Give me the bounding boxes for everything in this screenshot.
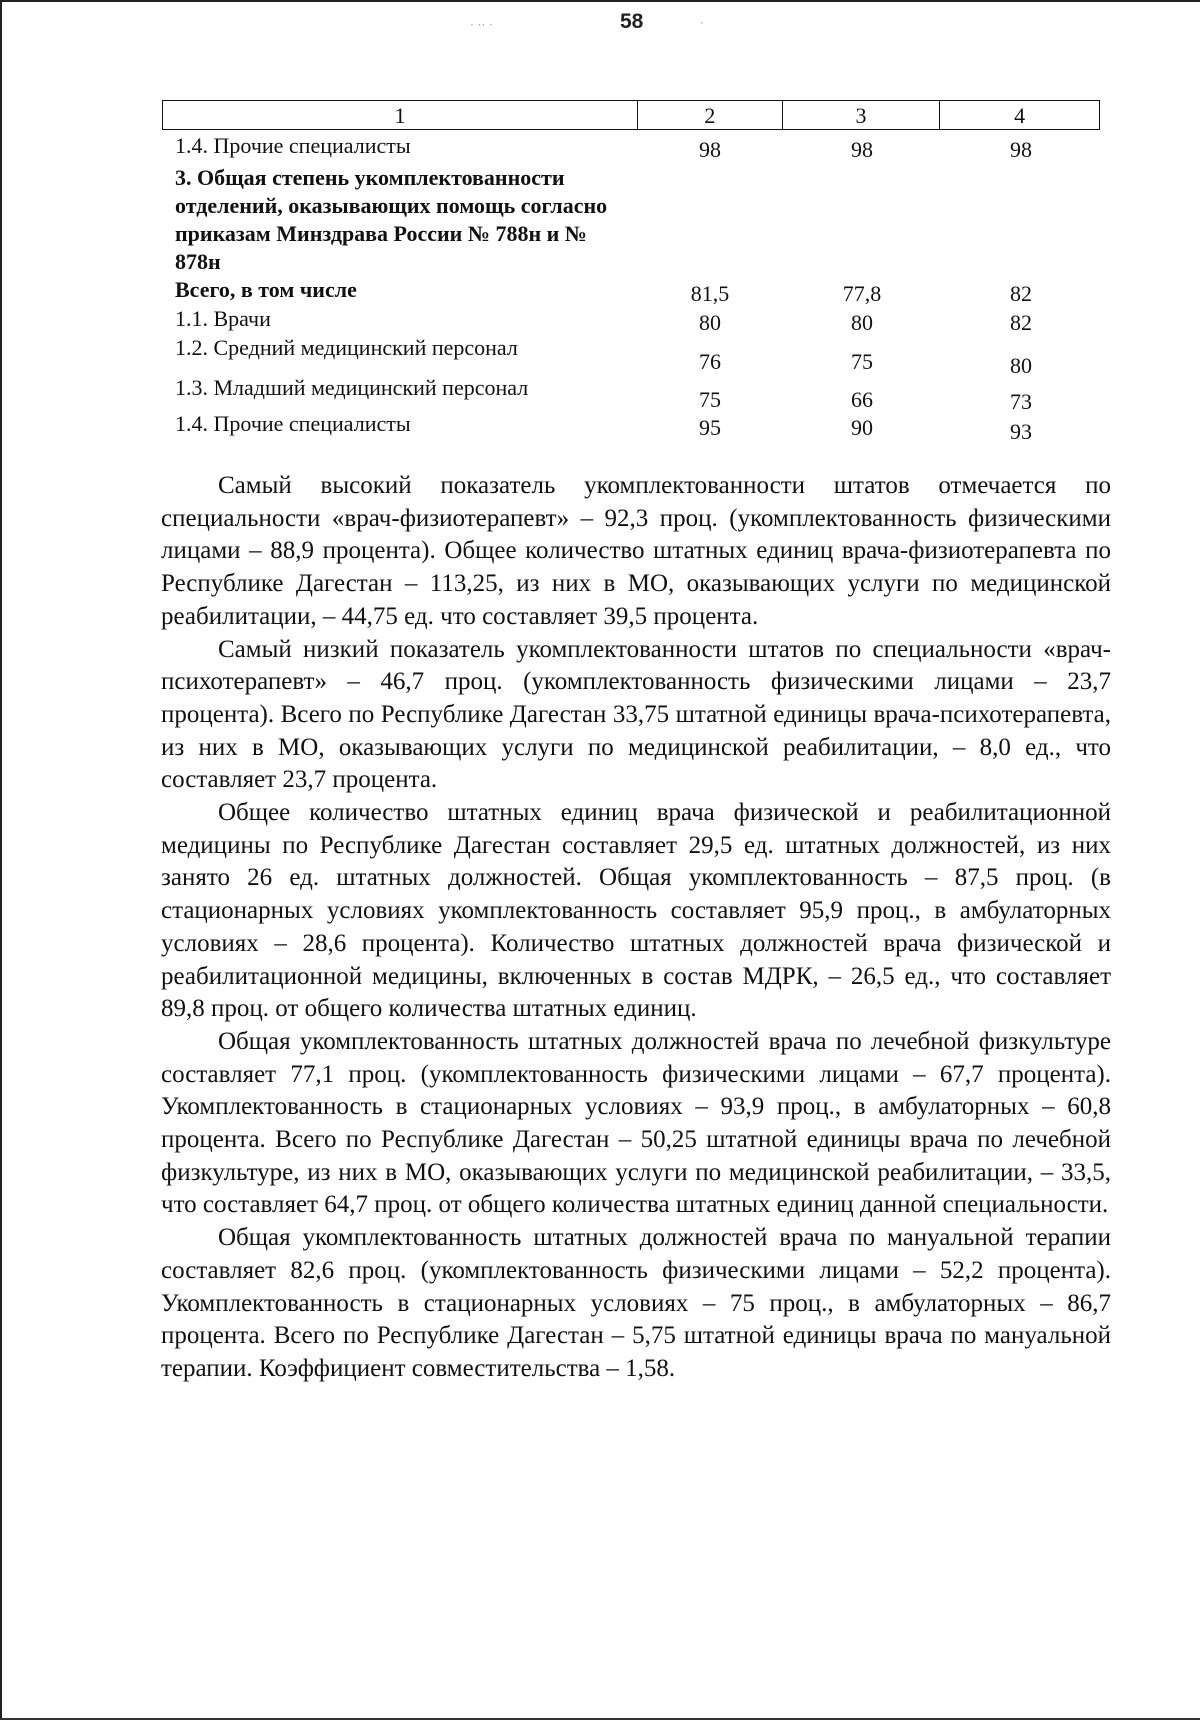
column-header-1: 1 (163, 101, 638, 129)
row-value-col2: 95 (699, 415, 721, 440)
row-label: 1.2. Средний медицинский персонал (175, 335, 518, 360)
paragraph: Самый низкий показатель укомплектованности штатов по специальности «врач-психотерапевт» – 46,7 проц. (укомплектованность физическими лицами – 23,7 процента). Всего по Республике Дагестан 33,75 штатной единицы врача-психотерапевта, из них в МО, оказывающих услуги по медицинской реабилитации, – 8,0 ед., что составляет 23,7 процента. (161, 635, 1111, 794)
paragraph: Общее количество штатных единиц врача физической и реабилитационной медицины по Республике Дагестан составляет 29,5 ед. штатных должностей, из них занято 26 ед. штатных должностей. Общая укомплектованность – 87,5 проц. (в стационарных условиях укомплектованность составляет 95,9 проц., в амбулаторных условиях – 28,6 процента). Количество штатных должностей врача физической и реабилитационной медицины, включенных в состав МДРК, – 26,5 ед., что составляет 89,8 проц. от общего количества штатных единиц. (161, 799, 1111, 1023)
row-value-col4: 98 (1010, 137, 1032, 162)
row-value-col2: 80 (699, 310, 721, 335)
row-value-col3: 66 (851, 387, 873, 412)
scan-noise: · (700, 16, 704, 30)
row-value-col4: 82 (1010, 310, 1032, 335)
scan-edge-top (0, 0, 1200, 2)
column-header-3: 3 (783, 101, 941, 129)
row-value-col3: 75 (851, 349, 873, 374)
row-label: 1.4. Прочие специалисты (175, 411, 411, 436)
row-label: 1.3. Младший медицинский персонал (175, 375, 529, 400)
row-label: 1.1. Врачи (175, 306, 271, 331)
row-value-col3: 98 (851, 137, 873, 162)
row-value-col3: 80 (851, 310, 873, 335)
scan-noise: · ·· · (470, 18, 493, 32)
row-value-col2: 75 (699, 387, 721, 412)
row-value-col4: 82 (1010, 281, 1032, 306)
scan-edge-left (0, 0, 2, 1720)
paragraph: Самый высокий показатель укомплектованности штатов отмечается по специальности «врач-физиотерапевт» – 92,3 проц. (укомплектованность физическими лицами – 88,9 процента). Общее количество штатных единиц врача-физиотерапевта по Республике Дагестан – 113,25, из них в МО, оказывающих услуги по медицинской реабилитации, – 44,75 ед. что составляет 39,5 процента. (161, 472, 1111, 630)
row-value-col2: 76 (699, 349, 721, 374)
row-value-col3: 90 (851, 415, 873, 440)
page-number: 58 (620, 10, 644, 33)
row-value-col2: 81,5 (690, 281, 730, 306)
section-heading-label: 3. Общая степень укомплектованности отделений, оказывающих помощь согласно приказам Минздрава России № 788н и № 878н (175, 165, 608, 274)
row-label: 1.4. Прочие специалисты (175, 133, 411, 158)
row-value-col4: 73 (1010, 389, 1032, 414)
body-text (161, 470, 1111, 1386)
paragraph: Общая укомплектованность штатных должностей врача по лечебной физкультуре составляет 77,1 проц. (укомплектованность физическими лицами – 67,7 процента). Укомплектованность в стационарных условиях – 93,9 проц., в амбулаторных – 60,8 процента. Всего по Республике Дагестан – 50,25 штатной единицы врача по лечебной физкультуре, из них в МО, оказывающих услуги по медицинской реабилитации, – 33,5, что составляет 64,7 проц. от общего количества штатных единиц данной специальности. (161, 1027, 1111, 1219)
column-header-4: 4 (1014, 103, 1026, 128)
row-value-col4: 80 (1010, 353, 1032, 378)
row-value-col3: 77,8 (842, 281, 882, 306)
row-value-col2: 98 (699, 137, 721, 162)
row-label: Всего, в том числе (175, 277, 357, 302)
paragraph: Общая укомплектованность штатных должностей врача по мануальной терапии составляет 82,6 проц. (укомплектованность физическими лицами – 52,2 процента). Укомплектованность в стационарных условиях – 75 проц., в амбулаторных – 86,7 процента. Всего по Республике Дагестан – 5,75 штатной единицы врача по мануальной терапии. Коэффициент совместительства – 1,58. (161, 1224, 1111, 1382)
row-value-col4: 93 (1010, 419, 1032, 444)
table-header (162, 100, 1100, 130)
column-header-2: 2 (638, 101, 783, 129)
